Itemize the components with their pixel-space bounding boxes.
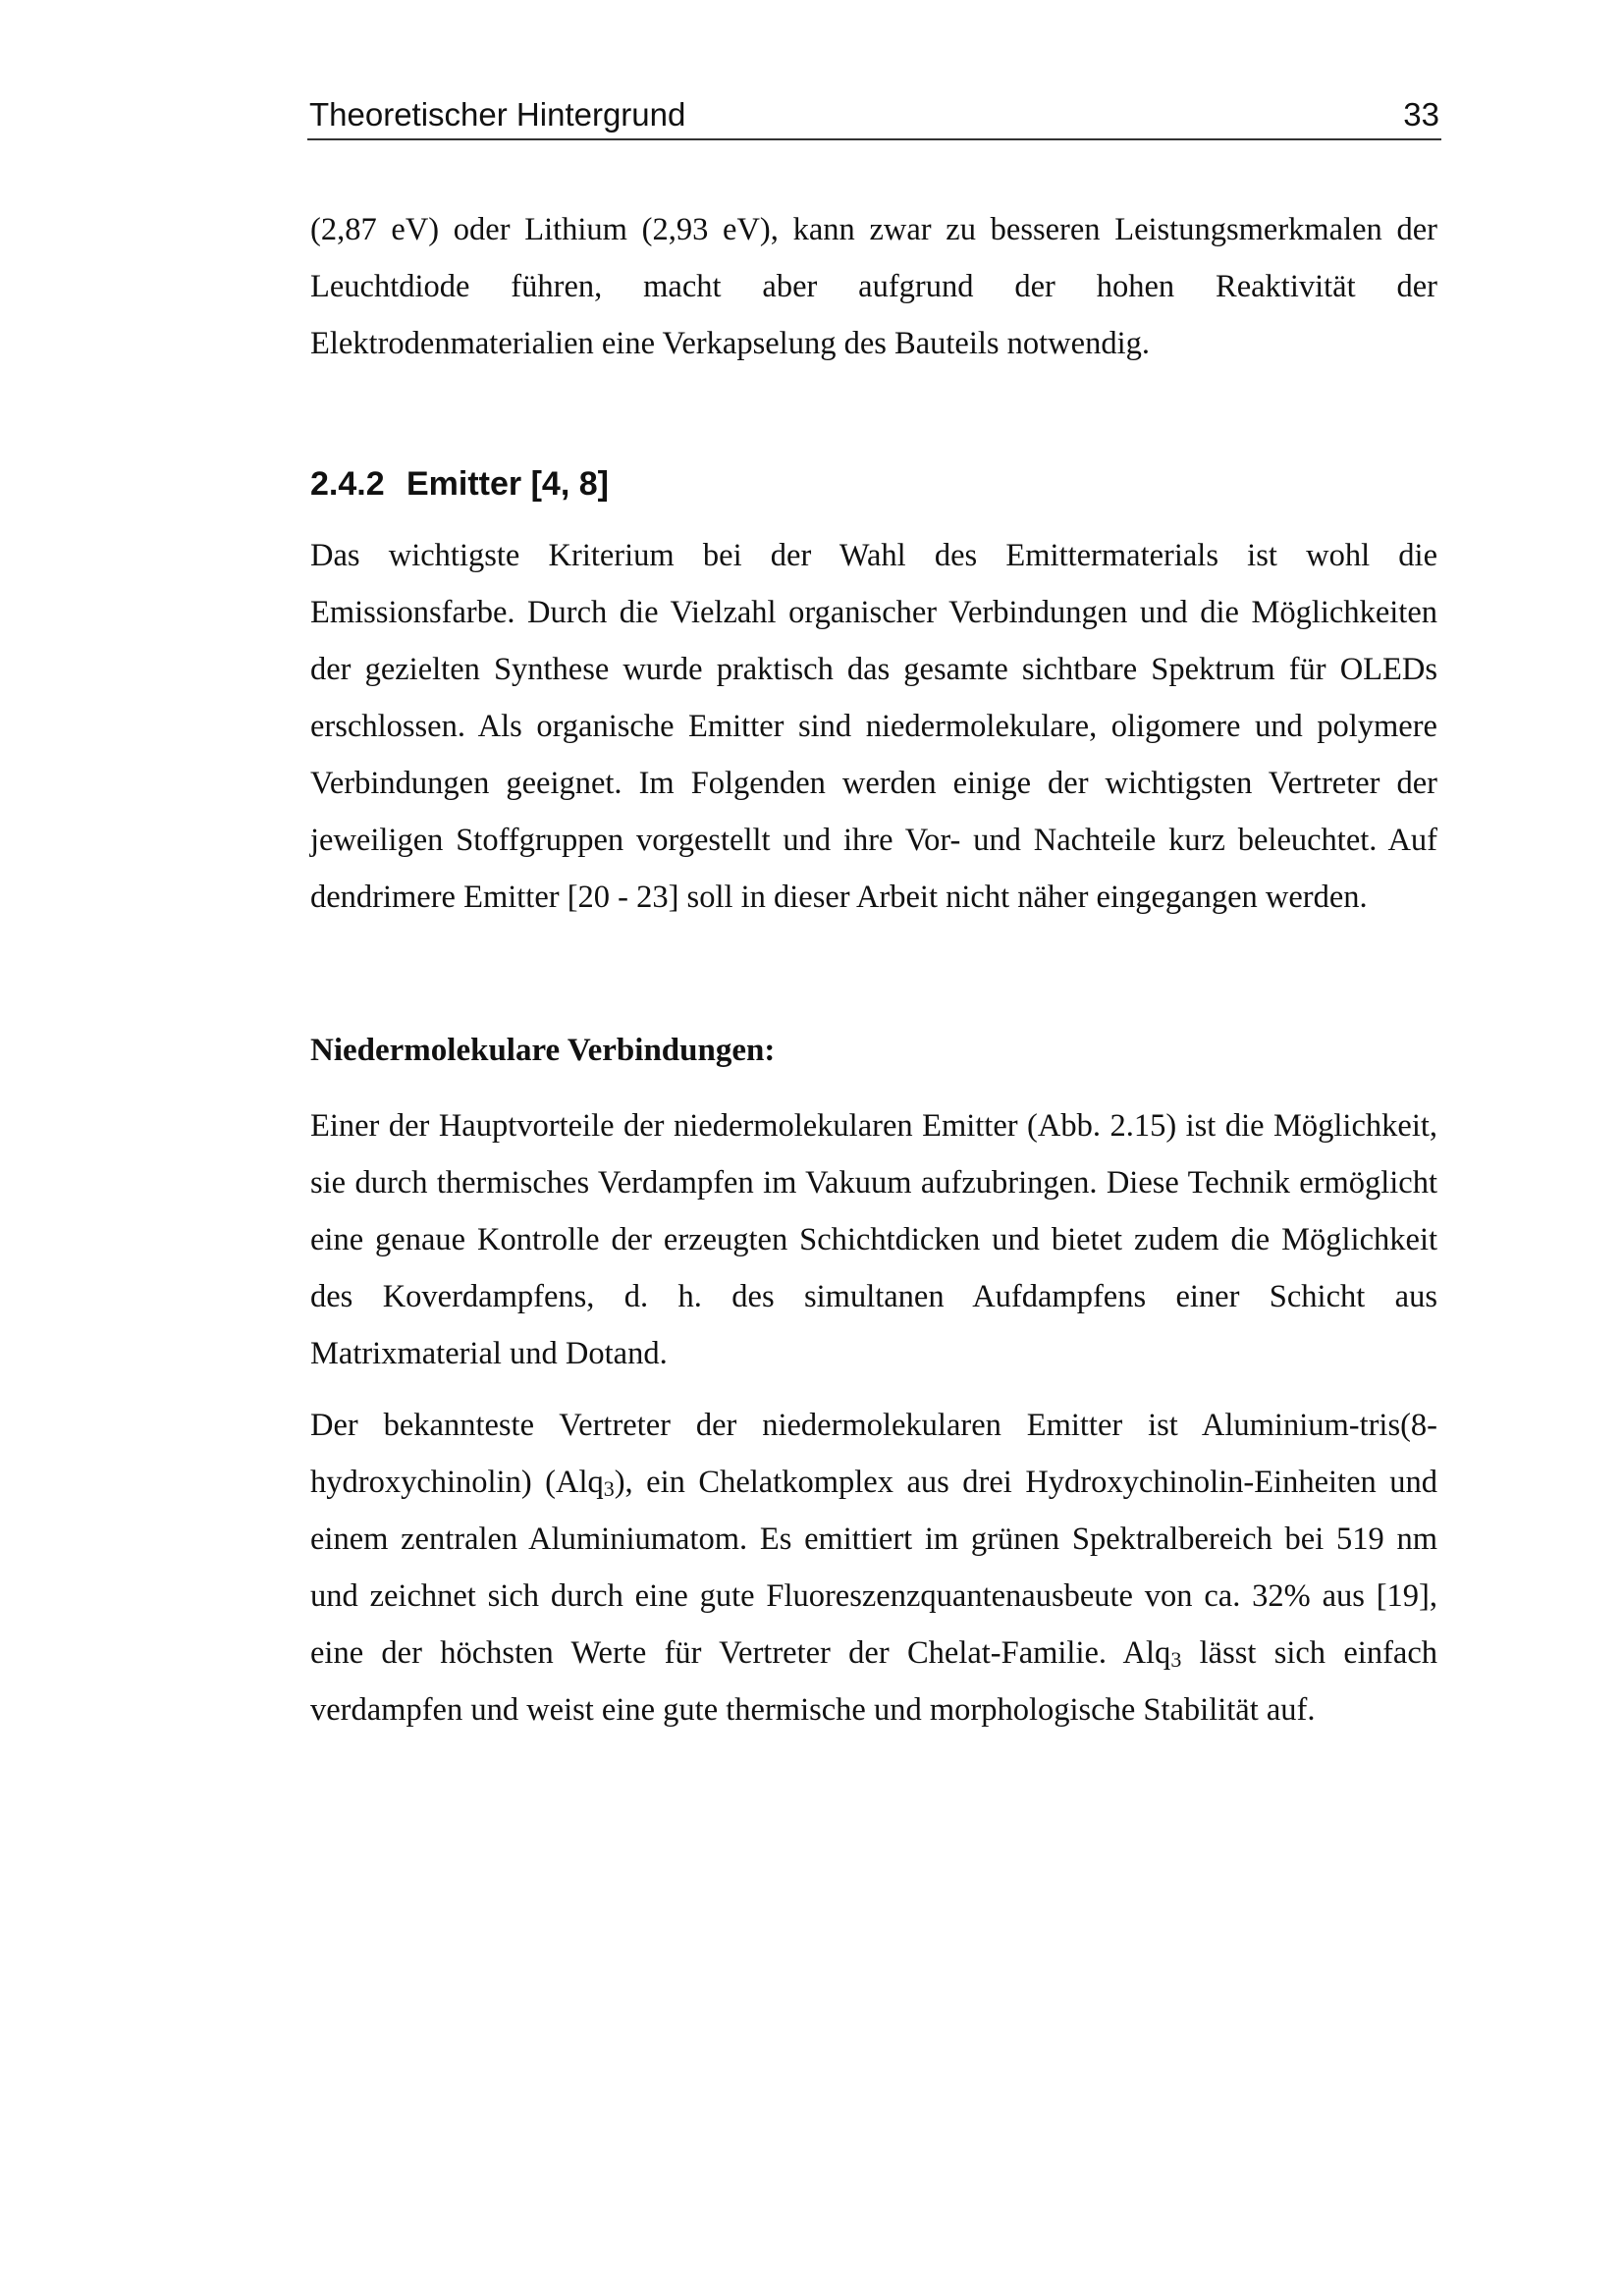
paragraph-text-part-2: ), ein Chelatkomplex aus drei Hydroxychinolin-Einheiten und einem zentralen Aluminiumatom. Es emittiert im grünen Spektralbereich bei 519 nm und zeichnet sich durch eine gute Fluoreszenzquantenausbeute von ca. 32% aus [19], eine der höchsten Werte für Vertreter der Chelat-Familie. Alq (310, 1465, 1437, 1671)
emitter-paragraph: Das wichtigste Kriterium bei der Wahl des Emittermaterials ist wohl die Emissionsfarbe. Durch die Vielzahl organischer Verbindungen und die Möglichkeiten der gezielten Synthese wurde praktisch das gesamte sichtbare Spektrum für OLEDs erschlossen. Als organische Emitter sind niedermolekulare, oligomere und polymere Verbindungen geeignet. Im Folgenden werden einige der wichtigsten Vertreter der jeweiligen Stoffgruppen vorgestellt und ihre Vor- und Nachteile kurz beleuchtet. Auf dendrimere Emitter [20 - 23] soll in dieser Arbeit nicht näher eingegangen werden. (310, 538, 1437, 915)
section-number: 2.4.2 (310, 465, 385, 503)
page-header (307, 94, 1441, 140)
section-heading (310, 465, 609, 504)
niedermolekular-paragraph-1: Einer der Hauptvorteile der niedermolekularen Emitter (Abb. 2.15) ist die Möglichkeit, sie durch thermisches Verdampfen im Vakuum aufzubringen. Diese Technik ermöglicht eine genaue Kontrolle der erzeugten Schichtdicken und bietet zudem die Möglichkeit des Koverdampfens, d. h. des simultanen Aufdampfens einer Schicht aus Matrixmaterial und Dotand. (310, 1108, 1437, 1371)
intro-paragraph: (2,87 eV) oder Lithium (2,93 eV), kann zwar zu besseren Leistungsmerkmalen der Leuchtdiode führen, macht aber aufgrund der hohen Reaktivität der Elektrodenmaterialien eine Verkapselung des Bauteils notwendig. (310, 212, 1437, 361)
section-title: Emitter [4, 8] (406, 465, 609, 503)
subscript-index: 3 (603, 1476, 615, 1501)
page-number: 33 (1403, 96, 1439, 133)
subsection-heading: Niedermolekulare Verbindungen: (310, 1033, 776, 1068)
paragraph-text-part-3: lässt sich einfach verdampfen und weist eine gute thermische und morphologische Stabilität auf. (310, 1635, 1437, 1728)
niedermolekular-paragraph-2 (310, 1397, 1437, 1738)
header-title: Theoretischer Hintergrund (309, 96, 686, 133)
subscript-index: 3 (1170, 1647, 1182, 1672)
paragraph-text-part-1: Der bekannteste Vertreter der niedermolekularen Emitter ist Aluminium-tris(8-hydroxychinolin) (Alq (310, 1408, 1437, 1500)
